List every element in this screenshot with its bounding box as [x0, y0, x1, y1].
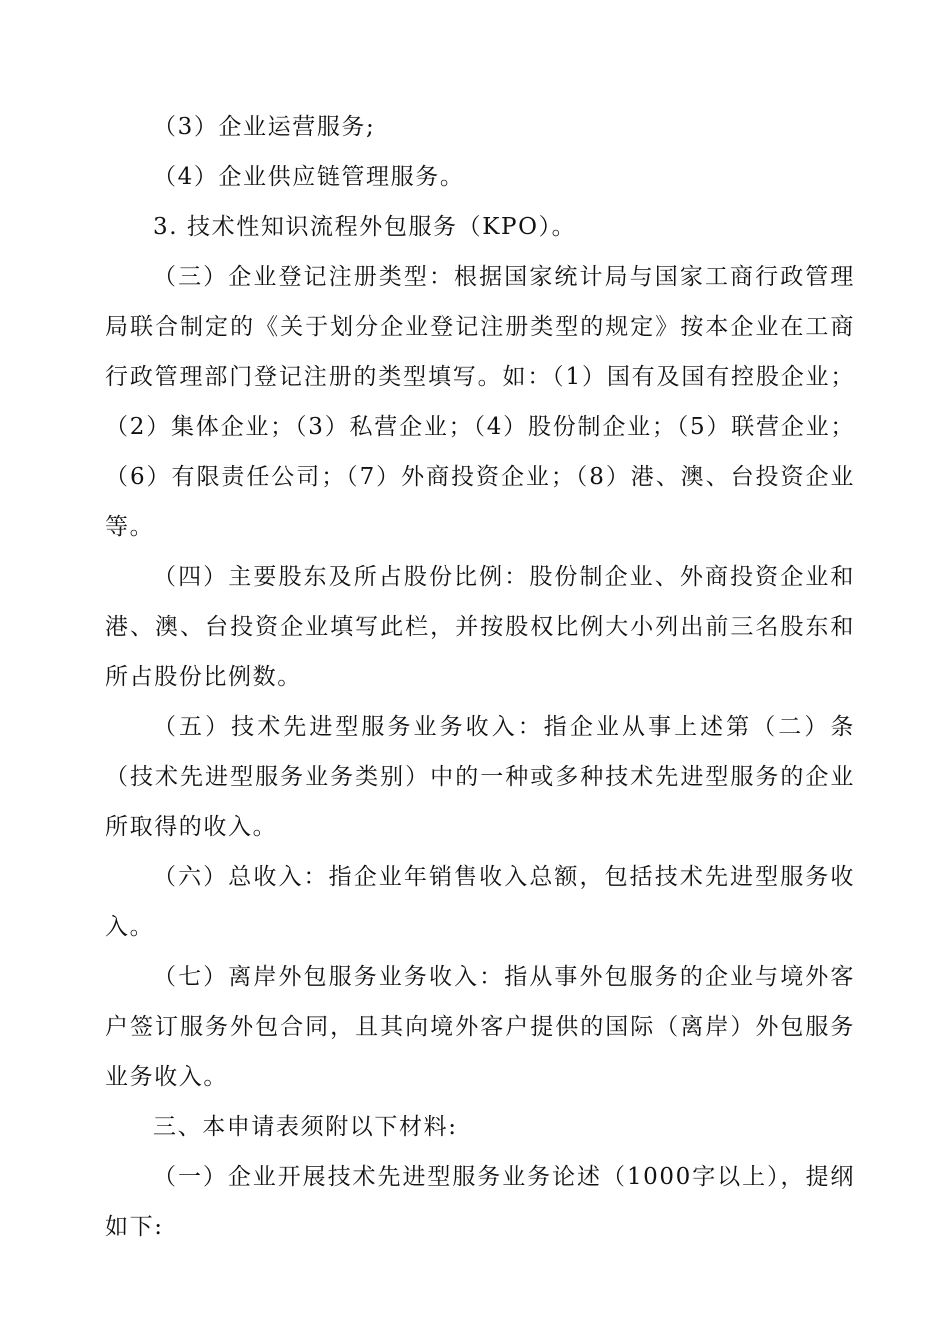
- paragraph-registration-type: （三）企业登记注册类型：根据国家统计局与国家工商行政管理局联合制定的《关于划分企业登记注册类型的规定》按本企业在工商行政管理部门登记注册的类型填写。如：（1）国有及国有控股企业；（2）集体企业；（3）私营企业；（4）股份制企业；（5）联营企业；（6）有限责任公司；（7）外商投资企业；（8）港、澳、台投资企业等。: [105, 264, 855, 540]
- paragraph-enterprise-operation-service: （3）企业运营服务;: [153, 114, 376, 140]
- paragraph-advanced-service-income: （五）技术先进型服务业务收入：指企业从事上述第（二）条（技术先进型服务业务类别）中的一种或多种技术先进型服务的企业所取得的收入。: [105, 714, 855, 840]
- paragraph-offshore-income: （七）离岸外包服务业务收入：指从事外包服务的企业与境外客户签订服务外包合同，且其向境外客户提供的国际（离岸）外包服务业务收入。: [105, 964, 855, 1090]
- paragraph-total-income: （六）总收入：指企业年销售收入总额，包括技术先进型服务收入。: [105, 864, 855, 940]
- paragraph-major-shareholders: （四）主要股东及所占股份比例：股份制企业、外商投资企业和港、澳、台投资企业填写此栏，并按股权比例大小列出前三名股东和所占股份比例数。: [105, 564, 855, 690]
- section-heading-attached-materials: 三、本申请表须附以下材料:: [153, 1114, 458, 1140]
- paragraph-business-statement: （一）企业开展技术先进型服务业务论述（1000字以上），提纲如下:: [105, 1164, 855, 1240]
- paragraph-supply-chain-service: （4）企业供应链管理服务。: [153, 164, 465, 190]
- paragraph-kpo-service: 3. 技术性知识流程外包服务（KPO）。: [153, 214, 577, 240]
- document-body: [105, 102, 855, 1252]
